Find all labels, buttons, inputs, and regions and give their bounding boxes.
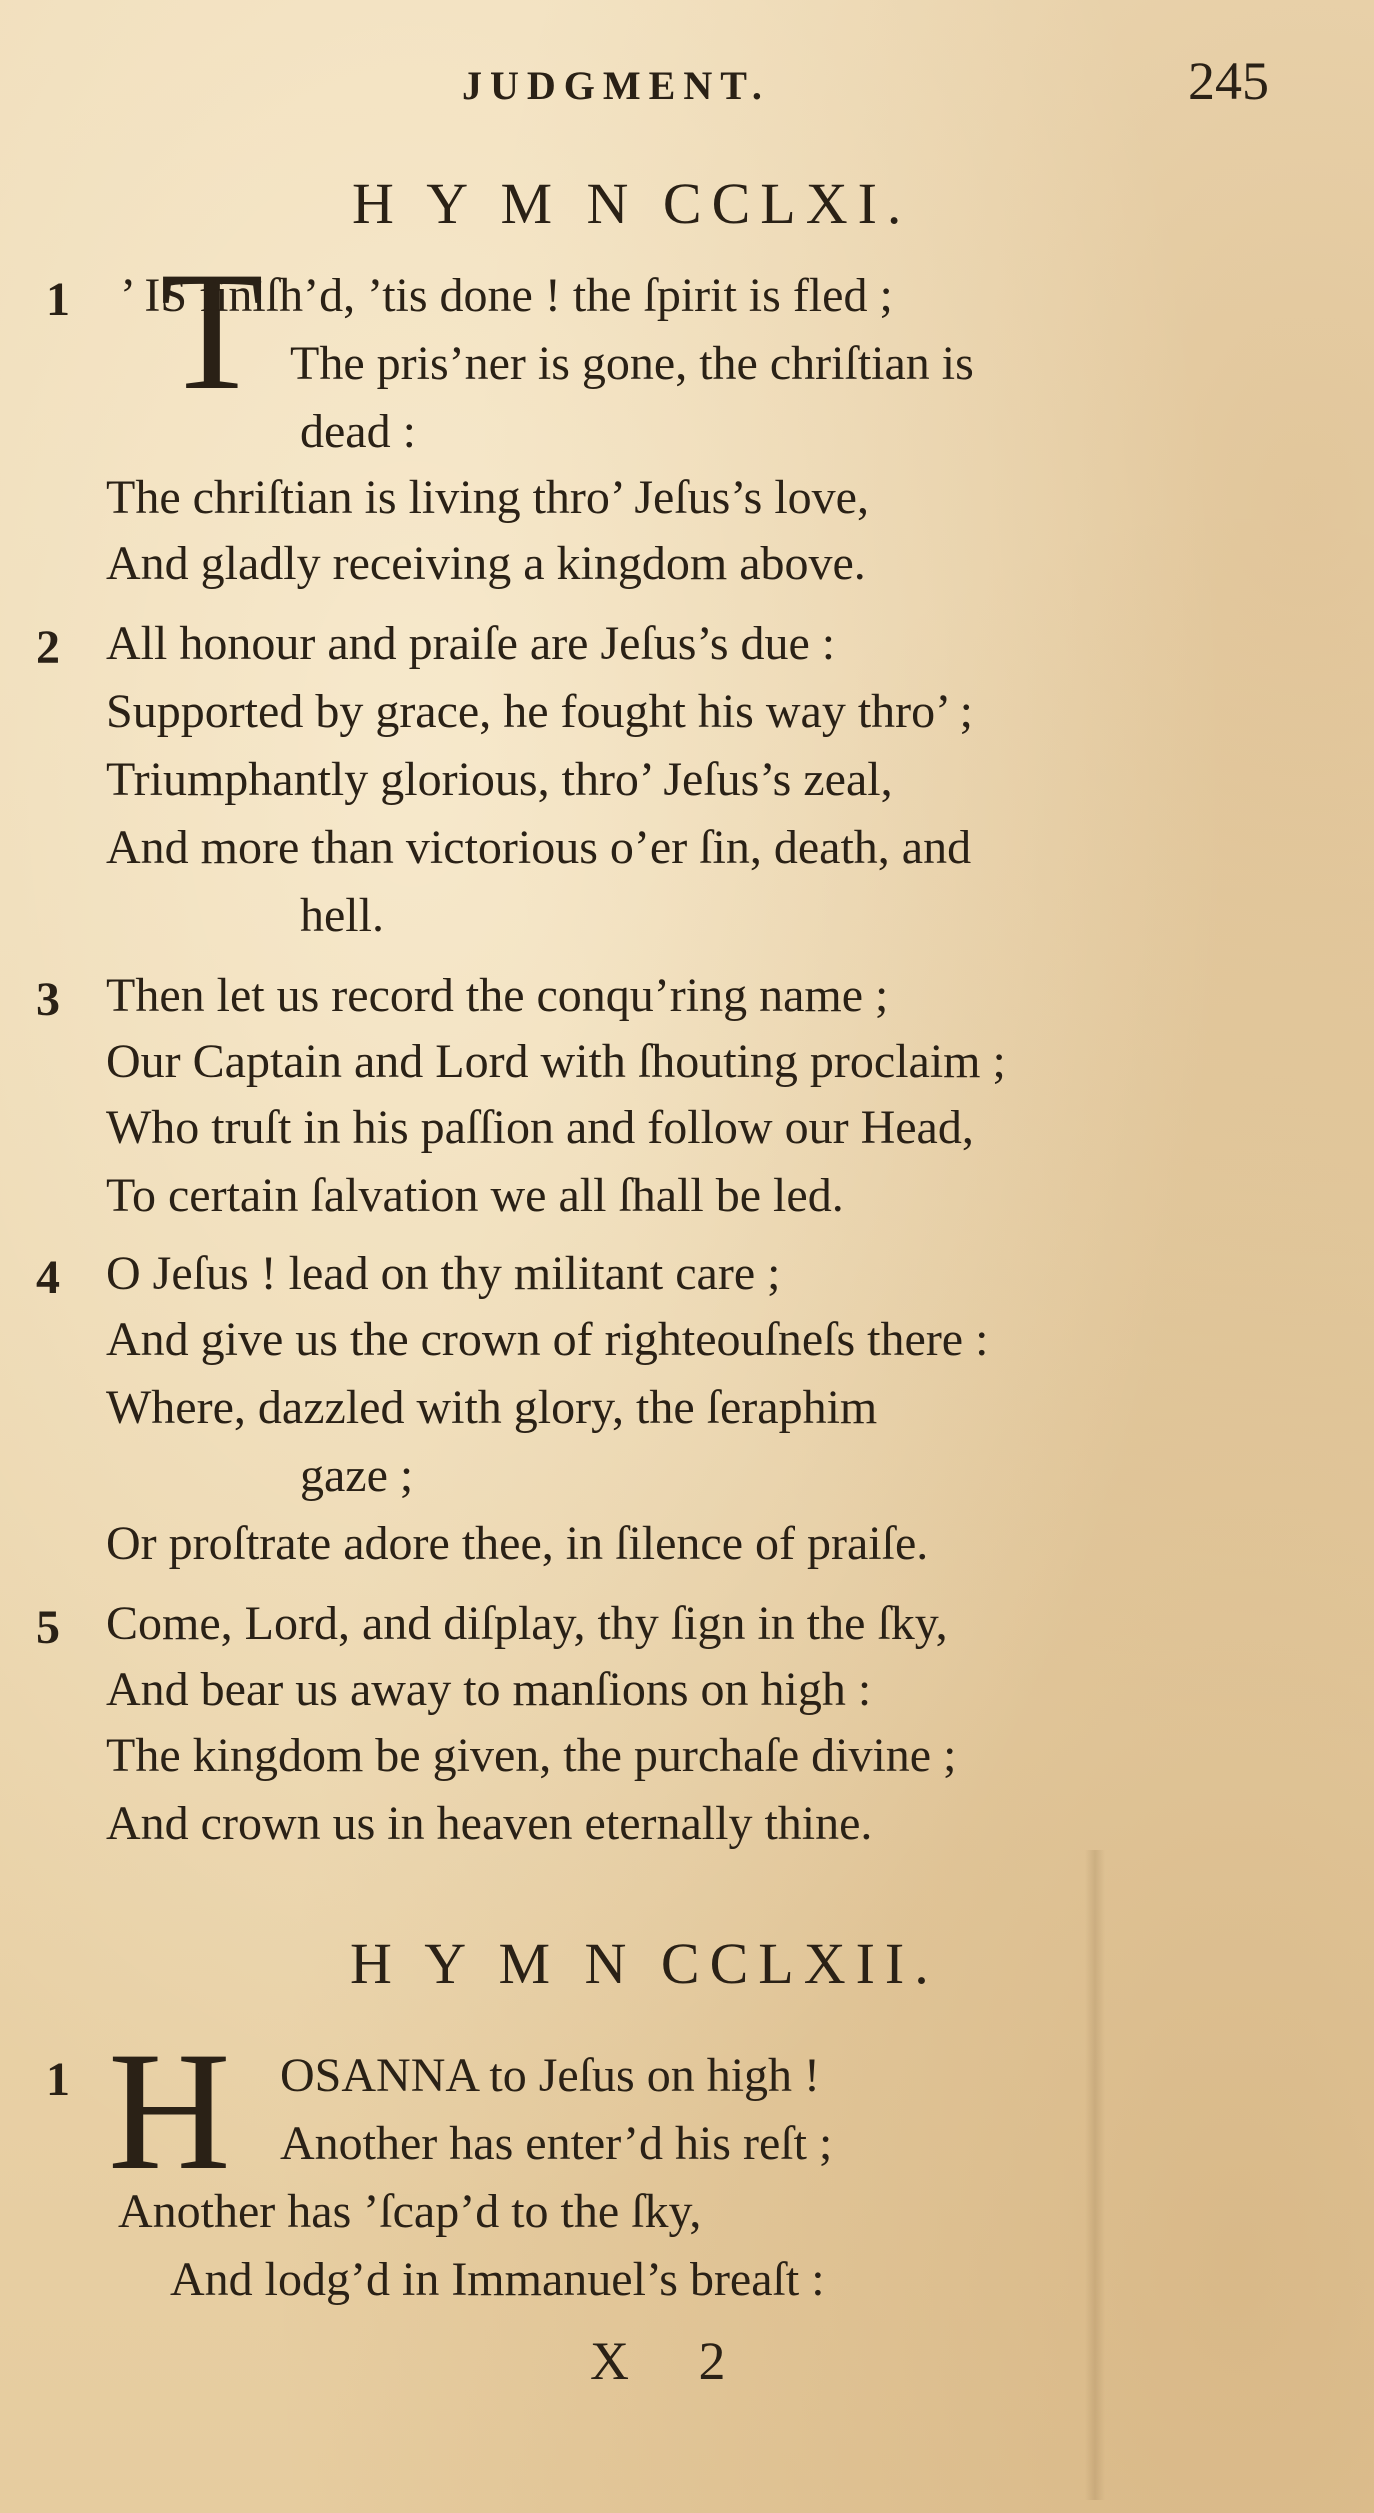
verse-line: Come, Lord, and diſplay, thy ſign in the ſky, <box>106 1597 948 1650</box>
verse-number: 2 <box>36 621 60 674</box>
verse-line: All honour and praiſe are Jeſus’s due : <box>106 617 836 670</box>
verse-line: ’ IS finiſh’d, ’tis done ! the ſpirit is fled ; <box>120 269 893 322</box>
verse-line: And lodg’d in Immanuel’s breaſt : <box>170 2253 825 2306</box>
verse-line: Another has enter’d his reſt ; <box>280 2117 833 2170</box>
verse-line: Then let us record the conqu’ring name ; <box>106 969 889 1022</box>
verse-line: O Jeſus ! lead on thy militant care ; <box>106 1247 781 1300</box>
verse-line: Who truſt in his paſſion and follow our Head, <box>106 1101 974 1154</box>
verse-line: And gladly receiving a kingdom above. <box>106 537 866 590</box>
verse-number: 1 <box>46 2053 70 2106</box>
page-crease <box>1085 1850 1105 2500</box>
verse-line: The kingdom be given, the purchaſe divine ; <box>106 1729 957 1782</box>
verse-line: Or proſtrate adore thee, in ſilence of praiſe. <box>106 1517 929 1570</box>
drop-cap: T <box>160 237 264 425</box>
drop-cap: H <box>108 2017 231 2205</box>
signature-mark: X 2 <box>590 2331 754 2391</box>
verse-line: gaze ; <box>300 1449 414 1502</box>
verse-line: Another has ’ſcap’d to the ſky, <box>118 2185 702 2238</box>
verse-number: 1 <box>46 273 70 326</box>
verse-line: The pris’ner is gone, the chriſtian is <box>290 337 974 390</box>
verse-line: Where, dazzled with glory, the ſeraphim <box>106 1381 878 1434</box>
hymn-title-cclxi: H Y M N CCLXI. <box>352 171 912 236</box>
verse-line: And bear us away to manſions on high : <box>106 1663 872 1716</box>
verse-line: Our Captain and Lord with ſhouting proclaim ; <box>106 1035 1006 1088</box>
verse-line: The chriſtian is living thro’ Jeſus’s love, <box>106 471 869 524</box>
verse-line: OSANNA to Jeſus on high ! <box>280 2049 821 2102</box>
page-number: 245 <box>1188 51 1269 111</box>
verse-line: Triumphantly glorious, thro’ Jeſus’s zeal, <box>106 753 893 806</box>
verse-number: 5 <box>36 1601 60 1654</box>
verse-number: 3 <box>36 973 60 1026</box>
hymn-title-cclxii: H Y M N CCLXII. <box>350 1931 939 1996</box>
running-head: JUDGMENT. <box>462 63 770 108</box>
verse-number: 4 <box>36 1251 60 1304</box>
verse-line: dead : <box>300 405 416 458</box>
verse-line: And crown us in heaven eternally thine. <box>106 1797 873 1850</box>
verse-line: hell. <box>300 889 384 942</box>
verse-line: Supported by grace, he fought his way thro’ ; <box>106 685 973 738</box>
verse-line: To certain ſalvation we all ſhall be led. <box>106 1169 844 1222</box>
verse-line: And give us the crown of righteouſneſs there : <box>106 1313 989 1366</box>
verse-line: And more than victorious o’er ſin, death, and <box>106 821 972 874</box>
